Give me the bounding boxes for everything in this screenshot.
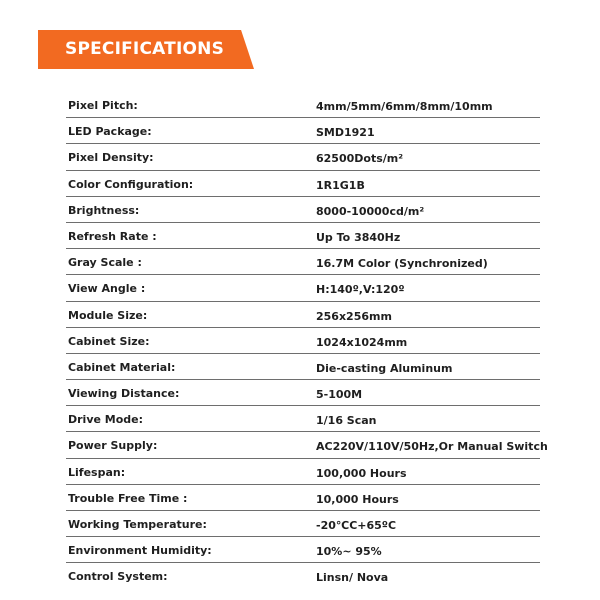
- spec-row-view-angle: [66, 275, 540, 301]
- spec-label: Power Supply:: [68, 439, 158, 453]
- spec-value: AC220V/110V/50Hz,Or Manual Switch: [316, 440, 548, 454]
- spec-row-color-configuration: [66, 171, 540, 197]
- spec-label: Environment Humidity:: [68, 544, 212, 558]
- spec-label: Pixel Density:: [68, 151, 154, 165]
- spec-value: 1024x1024mm: [316, 335, 408, 349]
- spec-value: 4mm/5mm/6mm/8mm/10mm: [316, 100, 493, 113]
- spec-value: 16.7M Color (Synchronized): [316, 257, 488, 271]
- spec-label: Brightness:: [68, 203, 140, 217]
- spec-row-lifespan: [66, 459, 540, 485]
- spec-value: H:140º,V:120º: [316, 283, 405, 297]
- spec-row-led-package: [66, 118, 540, 144]
- spec-value: 1R1G1B: [316, 178, 365, 192]
- spec-label: Cabinet Size:: [68, 334, 150, 348]
- spec-label: Working Temperature:: [68, 518, 207, 531]
- spec-row-environment-humidity: [66, 537, 540, 563]
- spec-row-pixel-pitch: [66, 92, 540, 118]
- spec-label: LED Package:: [68, 125, 152, 139]
- spec-value: 100,000 Hours: [316, 466, 407, 480]
- spec-row-power-supply: [66, 432, 548, 458]
- spec-row-viewing-distance: [66, 380, 540, 406]
- spec-label: Module Size:: [68, 308, 148, 322]
- spec-value: 10,000 Hours: [316, 492, 399, 506]
- spec-value: 5-100M: [316, 388, 363, 402]
- spec-label: Refresh Rate :: [68, 229, 157, 243]
- spec-value: 62500Dots/m²: [316, 152, 404, 166]
- spec-label: Cabinet Material:: [68, 360, 176, 374]
- spec-label: View Angle :: [68, 282, 146, 296]
- spec-row-drive-mode: [66, 406, 540, 432]
- spec-row-gray-scale: [66, 249, 540, 275]
- spec-row-control-system: [66, 563, 540, 589]
- spec-label: Trouble Free Time :: [68, 491, 188, 505]
- spec-row-trouble-free-time: [66, 485, 540, 511]
- spec-label: Color Configuration:: [68, 177, 194, 191]
- spec-value: SMD1921: [316, 126, 375, 140]
- spec-label: Drive Mode:: [68, 413, 144, 427]
- spec-row-cabinet-material: [66, 354, 540, 380]
- spec-value: 1/16 Scan: [316, 414, 377, 428]
- spec-label: Viewing Distance:: [68, 387, 180, 401]
- spec-value: -20℃C+65ºC: [316, 519, 397, 532]
- spec-label: Control System:: [68, 570, 168, 584]
- spec-row-module-size: [66, 302, 540, 328]
- spec-label: Lifespan:: [68, 465, 126, 479]
- spec-row-refresh-rate: [66, 223, 540, 249]
- spec-label: Pixel Pitch:: [68, 99, 138, 112]
- spec-value: Linsn/ Nova: [316, 571, 389, 585]
- spec-row-cabinet-size: [66, 328, 540, 354]
- spec-value: Up To 3840Hz: [316, 230, 401, 244]
- spec-row-brightness: [66, 197, 540, 223]
- spec-row-pixel-density: [66, 144, 540, 170]
- spec-row-working-temperature: [66, 511, 540, 537]
- spec-value: 256x256mm: [316, 309, 392, 323]
- spec-label: Gray Scale :: [68, 256, 142, 270]
- specifications-table: [66, 92, 548, 590]
- section-title: SPECIFICATIONS: [65, 39, 225, 59]
- spec-value: 10%~ 95%: [316, 545, 382, 559]
- spec-value: Die-casting Aluminum: [316, 361, 453, 375]
- spec-value: 8000-10000cd/m²: [316, 204, 425, 218]
